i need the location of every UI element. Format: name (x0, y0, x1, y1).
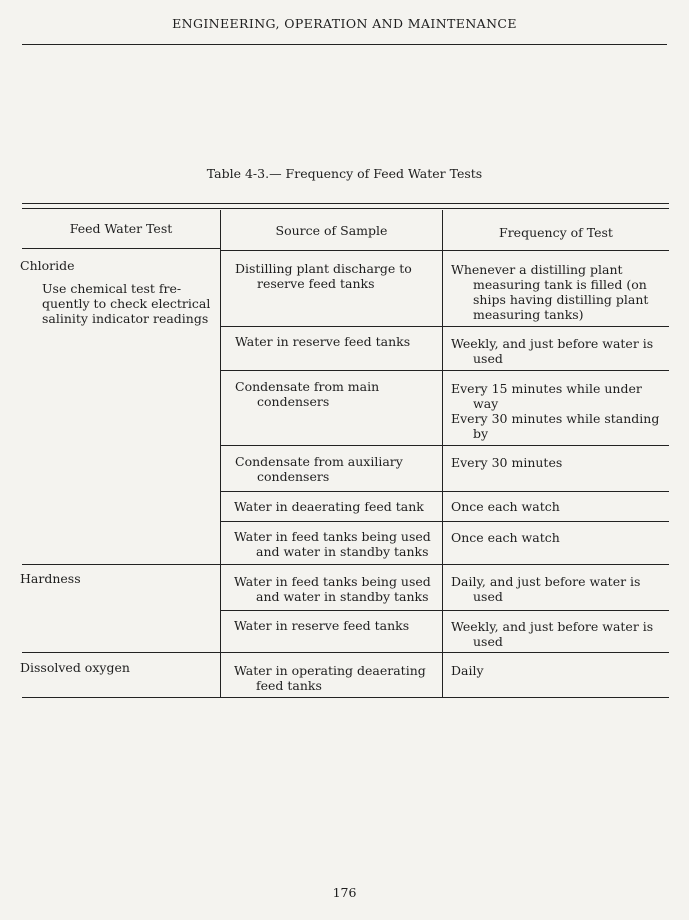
test-frequency: Once each watch (451, 530, 560, 545)
test-frequency: Every 30 minutes (451, 455, 563, 470)
test-frequency: Weekly, and just before water is used (451, 619, 654, 649)
page-number: 176 (332, 885, 357, 900)
group-rule (22, 652, 669, 653)
sample-source: Water in reserve feed tanks (235, 334, 411, 349)
test-name: Dissolved oxygen (20, 660, 130, 675)
table-row (20, 258, 218, 326)
row-rule (220, 610, 669, 611)
table-row (20, 660, 218, 675)
header-rule (220, 250, 669, 251)
test-name: Hardness (20, 571, 81, 586)
sample-source: Water in operating deaerating feed tanks (234, 663, 426, 693)
test-note: Use chemical test fre- quently to check electrical salinity indicator readings (42, 281, 211, 326)
sample-source: Condensate from auxiliary condensers (235, 454, 403, 484)
test-frequency: Every 15 minutes while under way Every 30 minutes while standing by (451, 381, 660, 441)
row-rule (220, 445, 669, 446)
column-header-frequency: Frequency of Test (499, 225, 613, 240)
test-frequency: Once each watch (451, 499, 560, 514)
group-rule (22, 564, 669, 565)
test-frequency: Daily, and just before water is used (451, 574, 641, 604)
test-frequency: Daily (451, 663, 484, 678)
table-top-rule (22, 203, 669, 204)
table-top-rule-inner (22, 208, 669, 209)
sample-source: Distilling plant discharge to reserve feed tanks (235, 261, 412, 291)
row-rule (220, 326, 669, 327)
test-name: Chloride (20, 258, 75, 273)
sample-source: Water in feed tanks being used and water in standby tanks (234, 574, 431, 604)
running-header: ENGINEERING, OPERATION AND MAINTENANCE (172, 16, 517, 31)
column-divider (220, 210, 221, 698)
row-rule (220, 521, 669, 522)
column-header-test: Feed Water Test (69, 221, 173, 236)
header-rule (22, 248, 220, 249)
row-rule (220, 370, 669, 371)
header-rule (22, 44, 667, 45)
sample-source: Water in deaerating feed tank (234, 499, 424, 514)
column-header-source: Source of Sample (275, 223, 388, 238)
table-row (20, 571, 218, 586)
sample-source: Condensate from main condensers (235, 379, 380, 409)
sample-source: Water in feed tanks being used and water in standby tanks (234, 529, 431, 559)
test-frequency: Whenever a distilling plant measuring tank is filled (on ships having distilling plant measuring tanks) (451, 262, 649, 322)
sample-source: Water in reserve feed tanks (234, 618, 410, 633)
test-frequency: Weekly, and just before water is used (451, 336, 654, 366)
table-bottom-rule (22, 697, 669, 698)
table-caption: Table 4-3.— Frequency of Feed Water Tests (206, 166, 483, 181)
row-rule (220, 491, 669, 492)
column-divider (442, 210, 443, 698)
